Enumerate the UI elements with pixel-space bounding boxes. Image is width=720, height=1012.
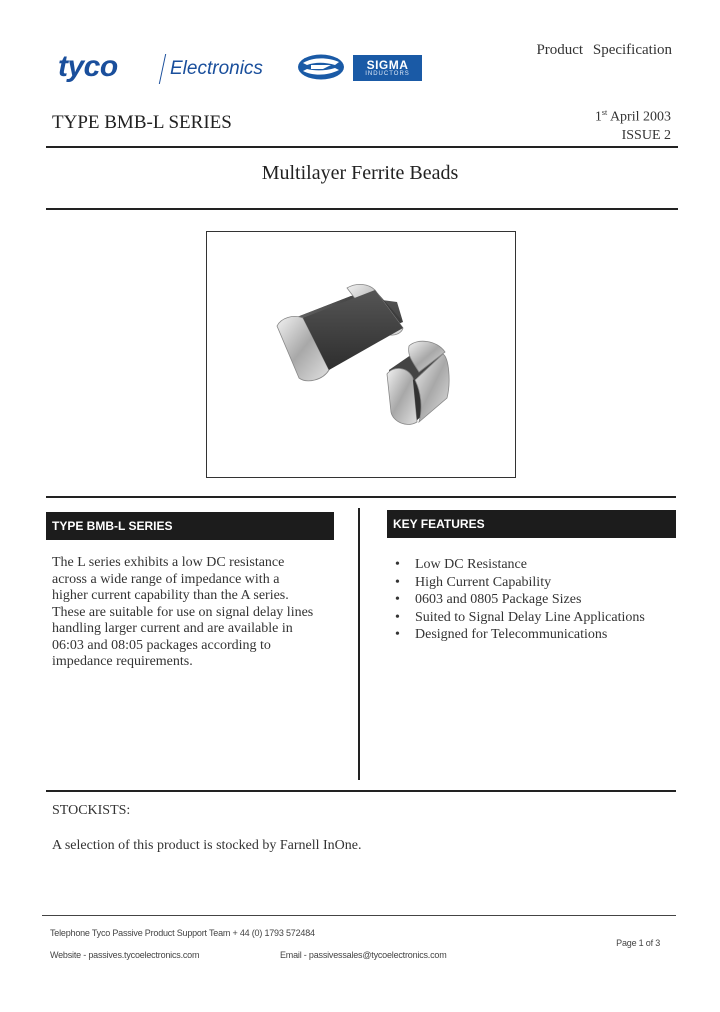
stockists-text: A selection of this product is stocked by Farnell InOne. [52,838,362,853]
inductors-wordmark: INDUCTORS [365,71,410,77]
feature-item [395,591,680,609]
column-divider [358,508,360,780]
feature-text: High Current Capability [415,574,552,590]
sigma-swoosh-icon [297,53,345,81]
description-line: impedance requirements. [52,654,193,669]
feature-text: Suited to Signal Delay Line Applications [415,609,645,625]
feature-text: Designed for Telecommunications [415,627,608,642]
sigma-inductors-logo [353,55,422,81]
description-line: 06:03 and 08:05 packages according to [52,637,271,653]
issue-date [595,108,671,126]
sigma-wordmark: SIGMA [366,58,409,72]
footer-email: Email - passivessales@tycoelectronics.com [280,950,447,960]
logo-separator [159,54,166,84]
description-line: across a wide range of impedance with a [52,571,280,587]
feature-item [395,556,680,574]
series-title: TYPE BMB-L SERIES [52,112,232,133]
feature-item [395,609,680,627]
document-title: Multilayer Ferrite Beads [261,162,459,184]
footer-website: Website - passives.tycoelectronics.com [50,950,200,960]
page-number: Page 1 of 3 [616,938,660,948]
footer-phone: Telephone Tyco Passive Product Support Team + 44 (0) 1793 572484 [50,928,315,938]
small-chip [387,341,449,424]
issue-number: ISSUE 2 [621,128,671,143]
document-type: Product Specification [536,42,672,58]
bullet-icon: • [395,627,400,642]
tyco-wordmark: tyco [58,50,118,83]
bullet-icon: • [395,592,400,607]
date-rest: April 2003 [609,109,671,125]
series-section-heading: TYPE BMB-L SERIES [46,512,334,540]
electronics-wordmark: Electronics [170,58,263,79]
tyco-electronics-logo [58,50,283,90]
bullet-icon: • [395,557,400,572]
date-day: 1 [594,109,602,125]
stockists-rule [46,790,676,792]
description-line: The L series exhibits a low DC resistance [52,555,285,570]
feature-item [395,626,680,644]
stockists-label: STOCKISTS: [52,803,131,818]
date-suffix: st [601,108,608,117]
key-features-heading: KEY FEATURES [387,510,676,538]
bullet-icon: • [395,574,400,590]
feature-item [395,574,680,592]
description-line: handling larger current and are available in [52,621,293,636]
footer-rule [42,915,676,916]
feature-text: 0603 and 0805 Package Sizes [415,592,582,607]
series-description [52,555,338,671]
key-features-list [395,556,680,644]
description-line: These are suitable for use on signal delay lines [52,604,314,620]
description-line: higher current capability than the A series. [52,588,289,603]
title-rule [46,208,678,210]
header-rule [46,146,678,148]
bullet-icon: • [395,609,400,625]
large-chip [277,284,403,380]
ferrite-bead-illustration [207,232,515,477]
product-photo [206,231,516,478]
section-rule [46,496,676,498]
feature-text: Low DC Resistance [415,557,527,572]
